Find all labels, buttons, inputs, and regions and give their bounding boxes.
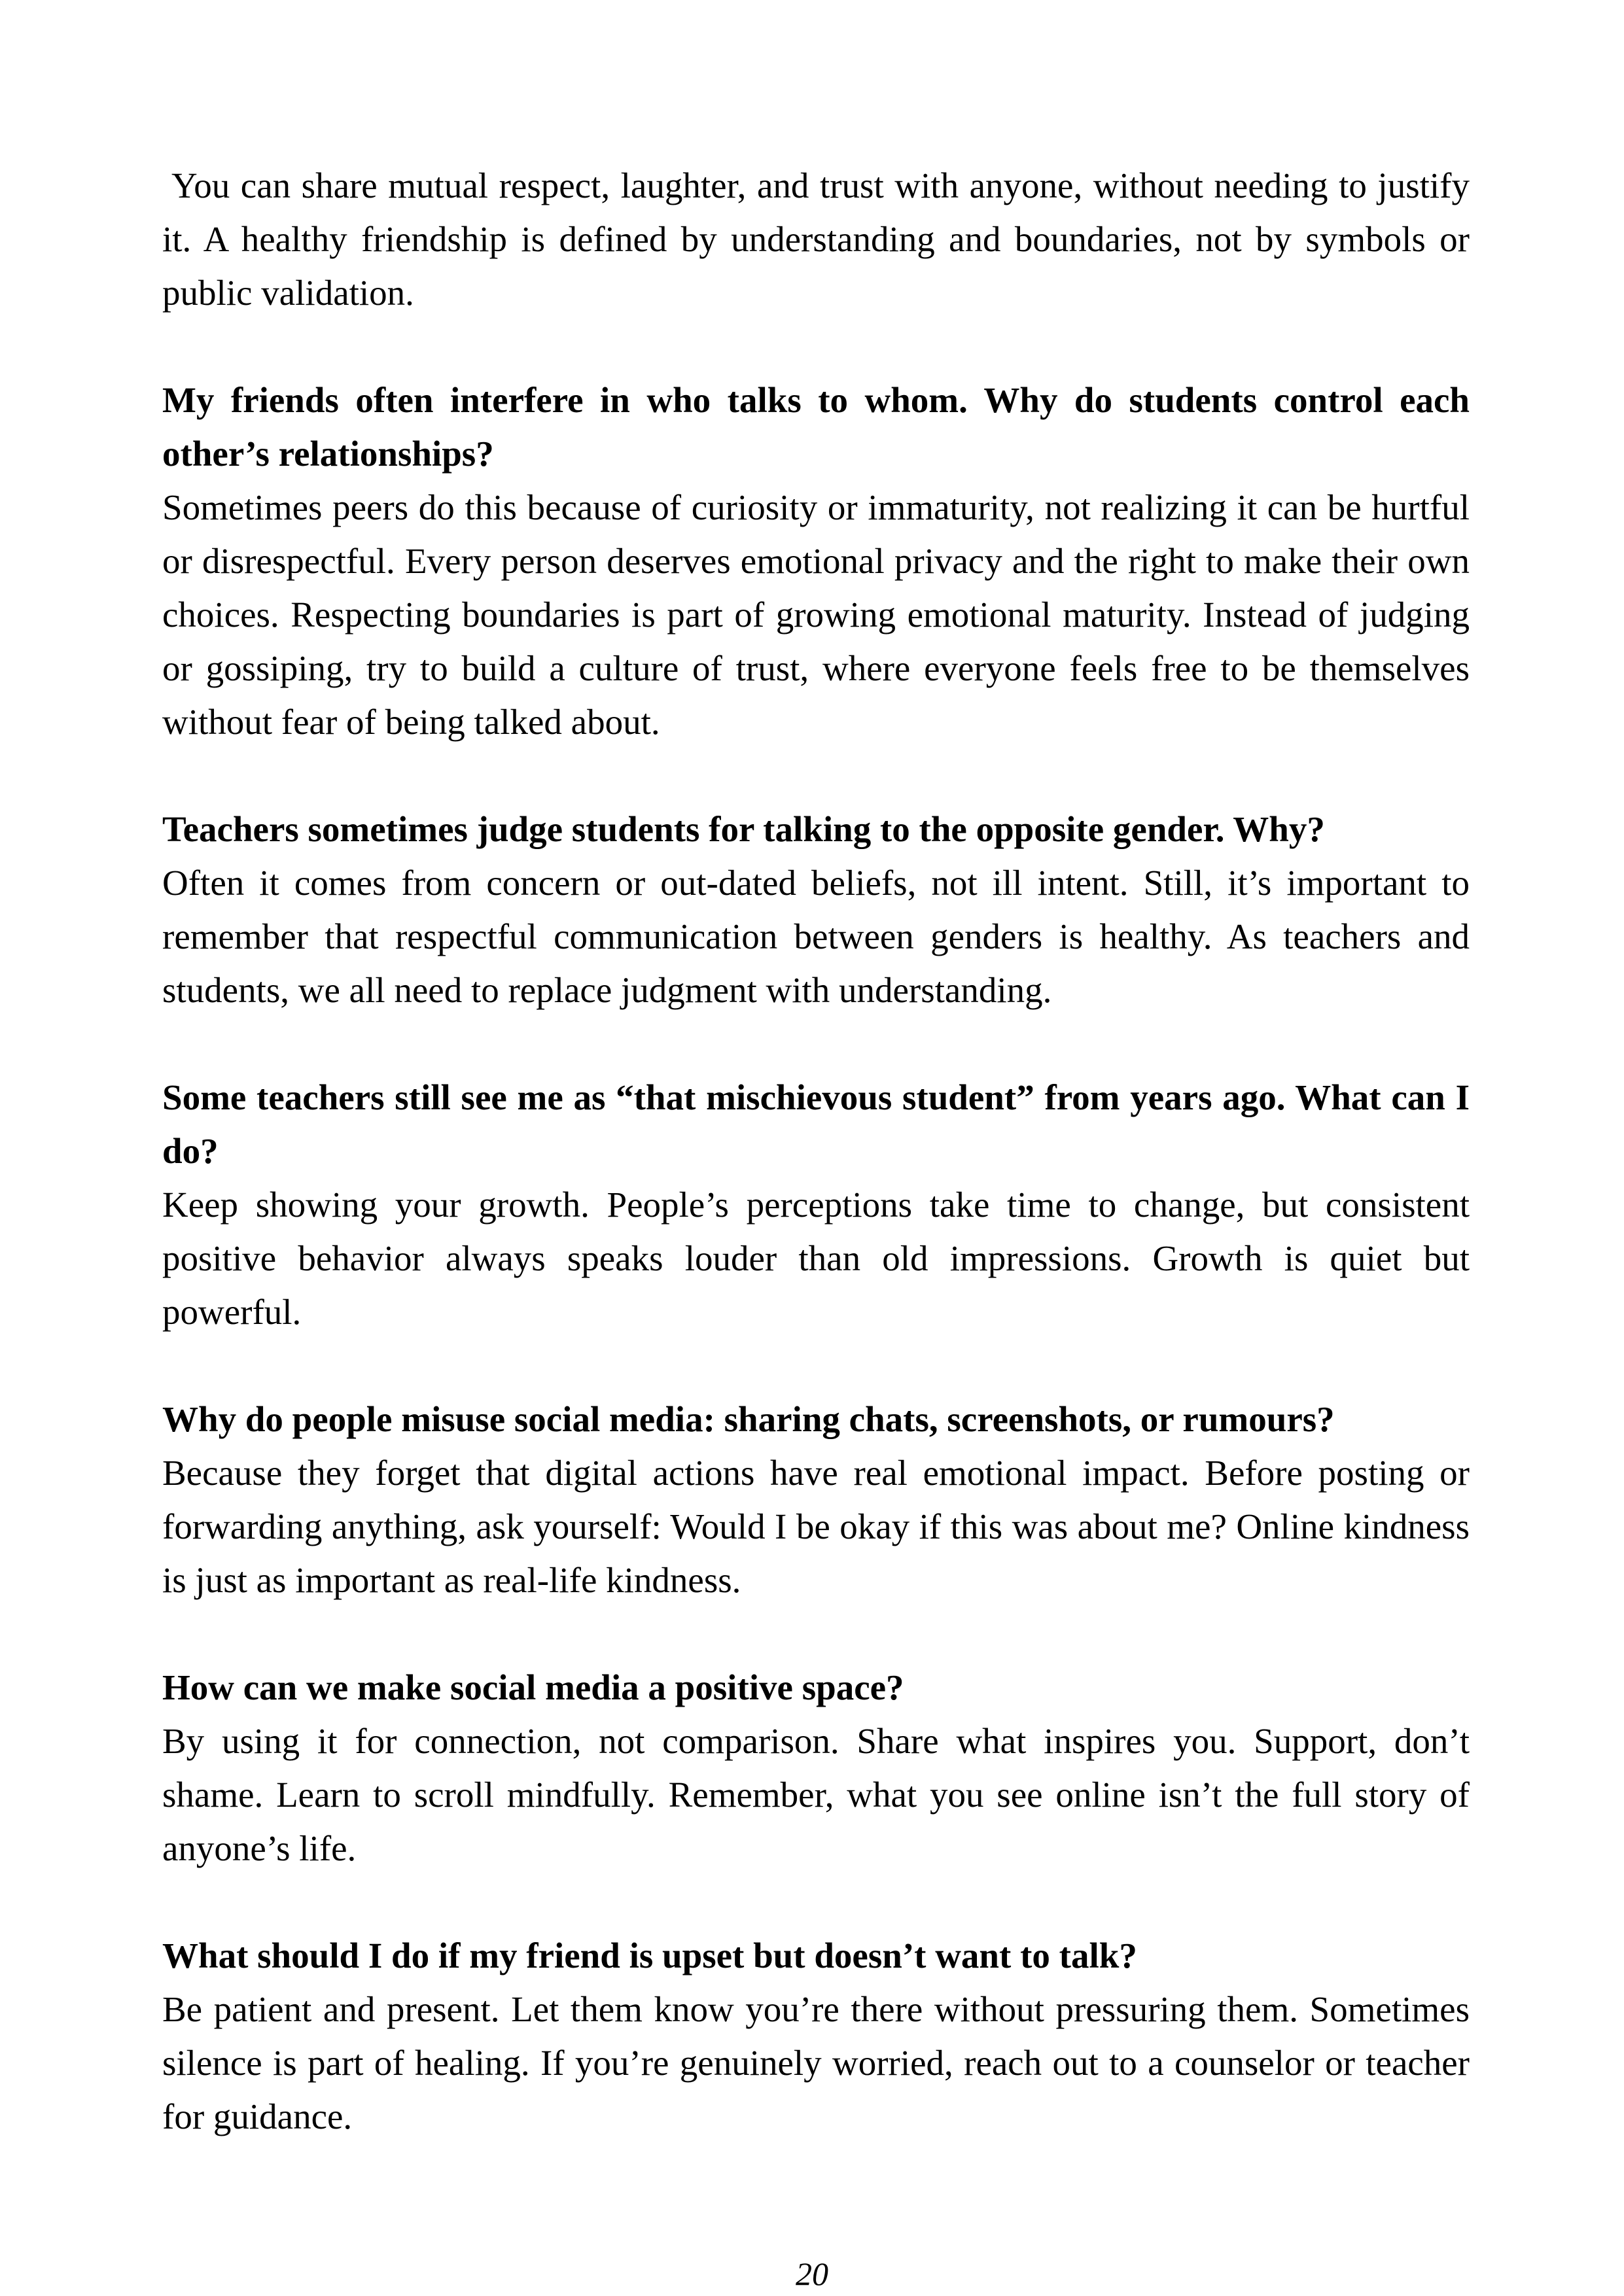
question-heading: How can we make social media a positive space? <box>162 1667 904 1707</box>
question-heading: Teachers sometimes judge students for talking to the opposite gender. Why? <box>162 809 1325 849</box>
qa-item <box>162 803 1470 1017</box>
qa-item <box>162 374 1470 749</box>
intro-paragraph: You can share mutual respect, laughter, and trust with anyone, without needing to justify it. A healthy friendship is defined by understanding and boundaries, not by symbols or public validation. <box>162 165 1470 313</box>
answer-paragraph: Keep showing your growth. People’s perceptions take time to change, but consistent positive behavior always speaks louder than old impressions. Growth is quiet but powerful. <box>162 1185 1470 1332</box>
answer-paragraph: By using it for connection, not comparison. Share what inspires you. Support, don’t shame. Learn to scroll mindfully. Remember, what you see online isn’t the full story of anyone’s life. <box>162 1721 1470 1868</box>
answer-paragraph: Often it comes from concern or out-dated beliefs, not ill intent. Still, it’s important to remember that respectful communication between genders is healthy. As teachers and students, we all need to replace judgment with understanding. <box>162 863 1470 1010</box>
question-heading: My friends often interfere in who talks to whom. Why do students control each other’s relationships? <box>162 380 1470 474</box>
answer-paragraph: Sometimes peers do this because of curiosity or immaturity, not realizing it can be hurtful or disrespectful. Every person deserves emotional privacy and the right to make their own choices. Respecting boundaries is part of growing emotional maturity. Instead of judging or gossiping, try to build a culture of trust, where everyone feels free to be themselves without fear of being talked about. <box>162 487 1470 742</box>
page-content <box>162 159 1470 2197</box>
answer-paragraph: Because they forget that digital actions have real emotional impact. Before posting or forwarding anything, ask yourself: Would I be okay if this was about me? Online kindness is just as important as real-life kindness. <box>162 1453 1470 1600</box>
answer-paragraph: Be patient and present. Let them know you’re there without pressuring them. Sometimes silence is part of healing. If you’re genuinely worried, reach out to a counselor or teacher for guidance. <box>162 1989 1470 2136</box>
question-heading: Some teachers still see me as “that mischievous student” from years ago. What can I do? <box>162 1077 1470 1171</box>
qa-item <box>162 1661 1470 1875</box>
qa-item <box>162 1393 1470 1607</box>
question-heading: What should I do if my friend is upset but doesn’t want to talk? <box>162 1936 1137 1975</box>
qa-item <box>162 1929 1470 2144</box>
intro-block <box>162 159 1470 320</box>
question-heading: Why do people misuse social media: sharing chats, screenshots, or rumours? <box>162 1399 1335 1439</box>
qa-item <box>162 1071 1470 1339</box>
page-number: 20 <box>796 2255 828 2292</box>
